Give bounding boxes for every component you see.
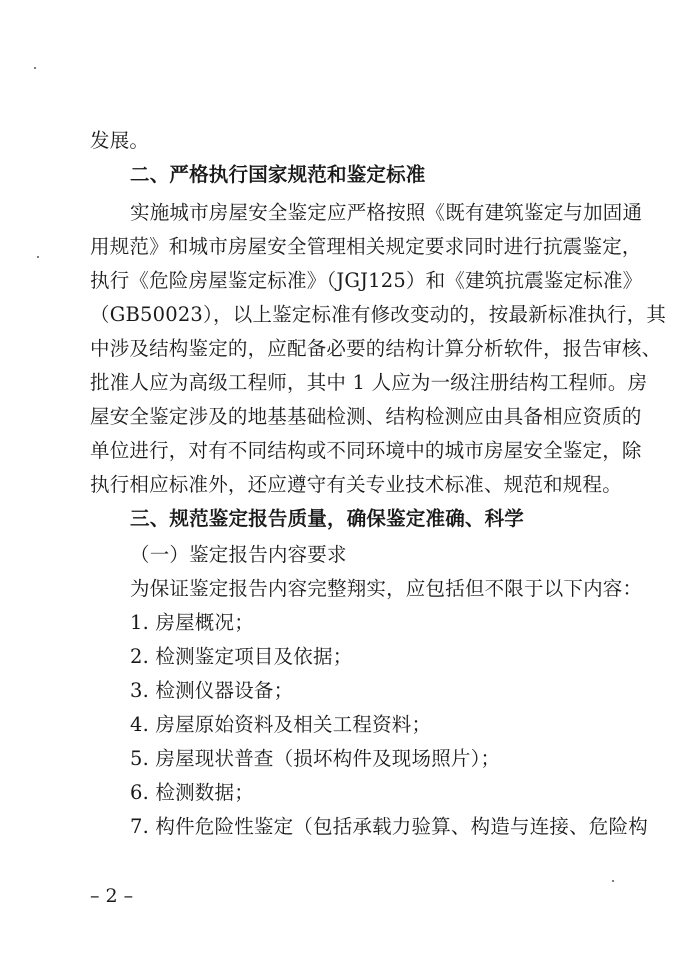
- paragraph-line: 发展。: [90, 129, 150, 152]
- paragraph-line: 实施城市房屋安全鉴定应严格按照《既有建筑鉴定与加固通: [130, 201, 643, 224]
- paragraph-line: 批准人应为高级工程师，其中 1 人应为一级注册结构工程师。房: [90, 371, 648, 394]
- paragraph-line: 执行《危险房屋鉴定标准》（JGJ125）和《建筑抗震鉴定标准》: [90, 269, 643, 292]
- paragraph-line: 为保证鉴定报告内容完整翔实，应包括但不限于以下内容：: [130, 577, 643, 600]
- scan-speck: [37, 256, 39, 258]
- list-item: 5. 房屋现状普查（损坏构件及现场照片）；: [130, 747, 501, 770]
- scan-speck: [34, 67, 36, 69]
- paragraph-line: 屋安全鉴定涉及的地基基础检测、结构检测应由具备相应资质的: [90, 405, 642, 428]
- paragraph-line: 用规范》和城市房屋安全管理相关规定要求同时进行抗震鉴定，: [90, 235, 642, 258]
- list-item: 6. 检测数据；: [130, 781, 254, 804]
- list-item: 4. 房屋原始资料及相关工程资料；: [130, 713, 432, 736]
- list-item: 2. 检测鉴定项目及依据；: [130, 645, 353, 668]
- list-item: 7. 构件危险性鉴定（包括承载力验算、构造与连接、危险构: [130, 815, 648, 838]
- list-item: 1. 房屋概况；: [130, 611, 254, 634]
- list-item: 3. 检测仪器设备；: [130, 679, 294, 702]
- subsection-heading: （一）鉴定报告内容要求: [130, 543, 347, 566]
- paragraph-line: 单位进行，对有不同结构或不同环境中的城市房屋安全鉴定，除: [90, 439, 642, 462]
- paragraph-line: 中涉及结构鉴定的，应配备必要的结构计算分析软件，报告审核、: [90, 337, 662, 360]
- paragraph-line: 执行相应标准外，还应遵守有关专业技术标准、规范和规程。: [90, 473, 622, 496]
- page-number: – 2 –: [90, 885, 134, 907]
- scan-speck: [612, 880, 614, 882]
- section-heading: 二、严格执行国家规范和鉴定标准: [130, 163, 426, 186]
- section-heading: 三、规范鉴定报告质量，确保鉴定准确、科学: [130, 507, 525, 530]
- paragraph-line: （GB50023），以上鉴定标准有修改变动的，按最新标准执行，其: [90, 303, 667, 326]
